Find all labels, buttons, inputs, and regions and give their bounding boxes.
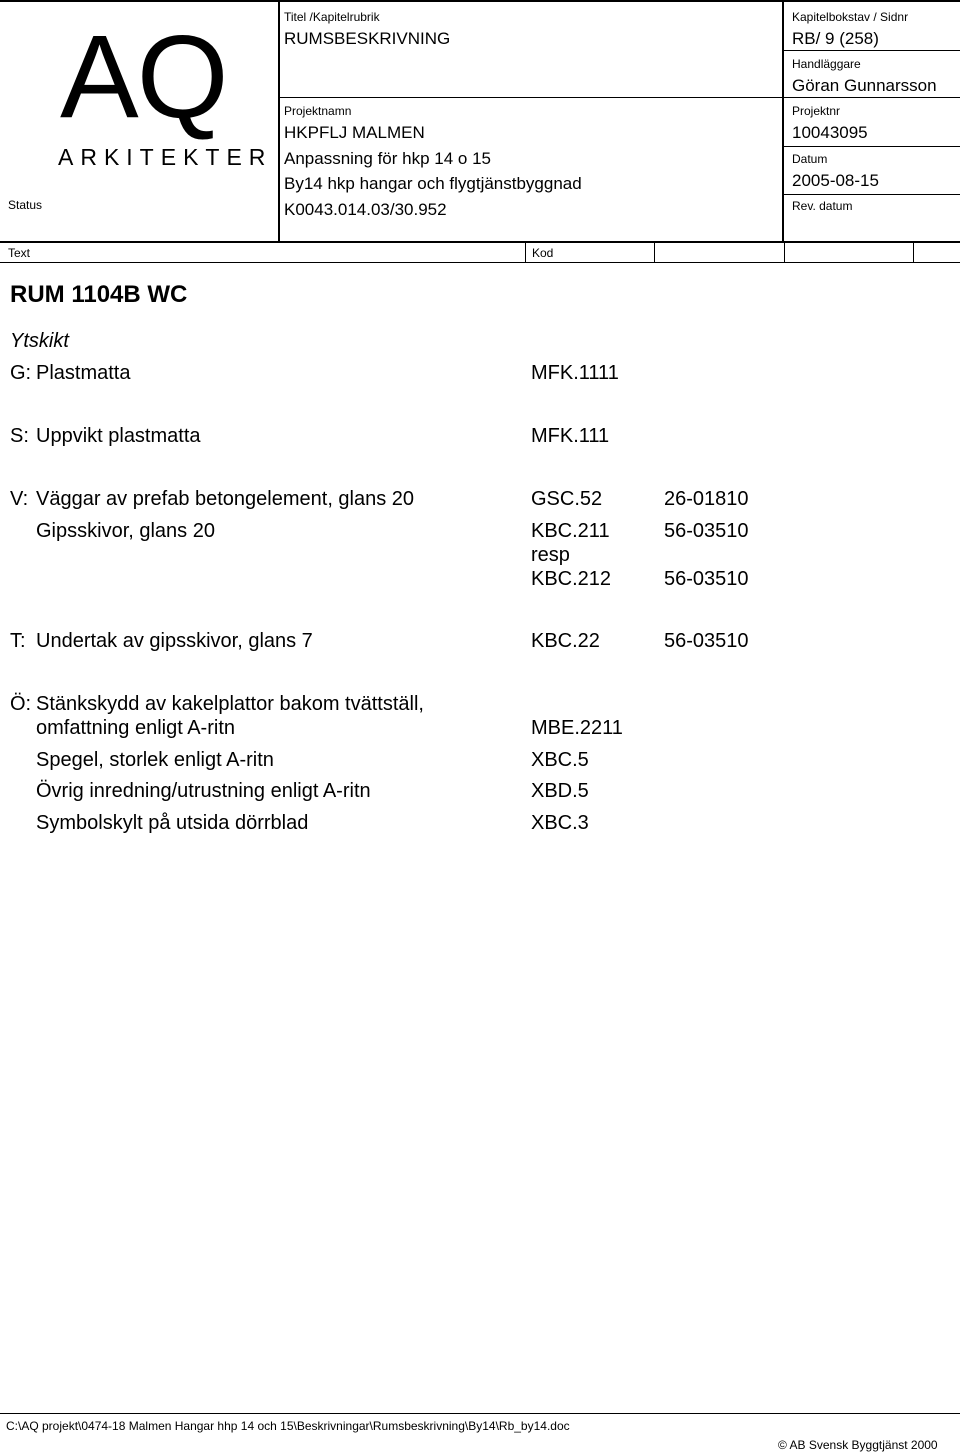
columns-bottom-border xyxy=(0,262,960,263)
row-prefix: Ö: xyxy=(10,693,32,715)
kapitel-value: RB/ 9 (258) xyxy=(792,29,879,48)
row-code: KBC.211 xyxy=(531,520,610,542)
row-ref: 56-03510 xyxy=(664,568,749,590)
row-text: omfattning enligt A-ritn xyxy=(36,717,235,739)
row-text: Väggar av prefab betongelement, glans 20 xyxy=(36,488,415,510)
row-code: XBC.5 xyxy=(531,749,589,771)
revdatum-label: Rev. datum xyxy=(792,199,853,213)
datum-value: 2005-08-15 xyxy=(792,171,879,190)
copyright-text: AB Svensk Byggtjänst 2000 xyxy=(789,1438,938,1452)
row-code: XBC.3 xyxy=(531,812,589,834)
room-title: RUM 1104B WC xyxy=(10,281,188,308)
header-top-border xyxy=(0,0,960,2)
header-hline-handl xyxy=(782,97,960,98)
col-vline-3 xyxy=(784,242,785,262)
header-bottom-border xyxy=(0,241,960,243)
logo-subtitle: ARKITEKTER xyxy=(58,144,273,170)
row-code: KBC.212 xyxy=(531,568,612,590)
row-text: Uppvikt plastmatta xyxy=(36,425,201,447)
row-text: Symbolskylt på utsida dörrblad xyxy=(36,812,309,834)
row-prefix: S: xyxy=(10,425,29,447)
projektnamn-line: HKPFLJ MALMEN xyxy=(284,123,425,142)
status-label: Status xyxy=(8,198,43,212)
row-text: Stänkskydd av kakelplattor bakom tvättställ, xyxy=(36,693,424,715)
projektnr-label: Projektnr xyxy=(792,104,841,118)
row-ref: 56-03510 xyxy=(664,630,749,652)
row-code: MBE.2211 xyxy=(531,717,623,739)
row-code: MFK.1111 xyxy=(531,362,619,384)
titel-value: RUMSBESKRIVNING xyxy=(284,29,451,48)
copyright-icon: © xyxy=(778,1438,787,1452)
row-ref: 56-03510 xyxy=(664,520,749,542)
logo-letters: AQ xyxy=(60,11,227,143)
kapitel-label: Kapitelbokstav / Sidnr xyxy=(792,10,909,24)
row-code: KBC.22 xyxy=(531,630,600,652)
projektnr-value: 10043095 xyxy=(792,123,868,142)
text-column-label: Text xyxy=(8,246,31,260)
row-text: Övrig inredning/utrustning enligt A-ritn xyxy=(36,780,371,802)
row-prefix: T: xyxy=(10,630,26,652)
kod-column-label: Kod xyxy=(532,246,554,260)
footer-copyright xyxy=(778,1438,938,1452)
projektnamn-line: Anpassning för hkp 14 o 15 xyxy=(284,149,491,168)
row-text: Gipsskivor, glans 20 xyxy=(36,520,215,542)
row-code: resp xyxy=(531,544,570,566)
row-code: XBD.5 xyxy=(531,780,589,802)
header-vline-1 xyxy=(278,0,280,242)
row-text: Plastmatta xyxy=(36,362,131,384)
col-vline-2 xyxy=(654,242,655,262)
col-vline-4 xyxy=(913,242,914,262)
row-code: GSC.52 xyxy=(531,488,603,510)
header-hline-titel xyxy=(278,97,784,98)
header-vline-2 xyxy=(782,0,784,242)
projektnamn-line: K0043.014.03/30.952 xyxy=(284,200,447,219)
footer-top-border xyxy=(0,1413,960,1414)
footer-path: C:\AQ projekt\0474-18 Malmen Hangar hhp 14 och 15\Beskrivningar\Rumsbeskrivning\By14\Rb_by14.doc xyxy=(6,1419,570,1433)
row-prefix: V: xyxy=(10,488,29,510)
row-code: MFK.111 xyxy=(531,425,610,447)
col-vline-kod xyxy=(525,242,526,262)
titel-label: Titel /Kapitelrubrik xyxy=(284,10,380,24)
handlaggare-label: Handläggare xyxy=(792,57,861,71)
header-hline-datum xyxy=(782,194,960,195)
logo-mark xyxy=(58,11,273,178)
row-text: Spegel, storlek enligt A-ritn xyxy=(36,749,274,771)
row-prefix: G: xyxy=(10,362,32,384)
row-ref: 26-01810 xyxy=(664,488,749,510)
handlaggare-value: Göran Gunnarsson xyxy=(792,76,937,95)
header-hline-projnr xyxy=(782,146,960,147)
section-title: Ytskikt xyxy=(10,330,69,352)
projektnamn-line: By14 hkp hangar och flygtjänstbyggnad xyxy=(284,174,582,193)
projektnamn-label: Projektnamn xyxy=(284,104,352,118)
datum-label: Datum xyxy=(792,152,828,166)
row-text: Undertak av gipsskivor, glans 7 xyxy=(36,630,313,652)
header-hline-kap xyxy=(782,50,960,51)
